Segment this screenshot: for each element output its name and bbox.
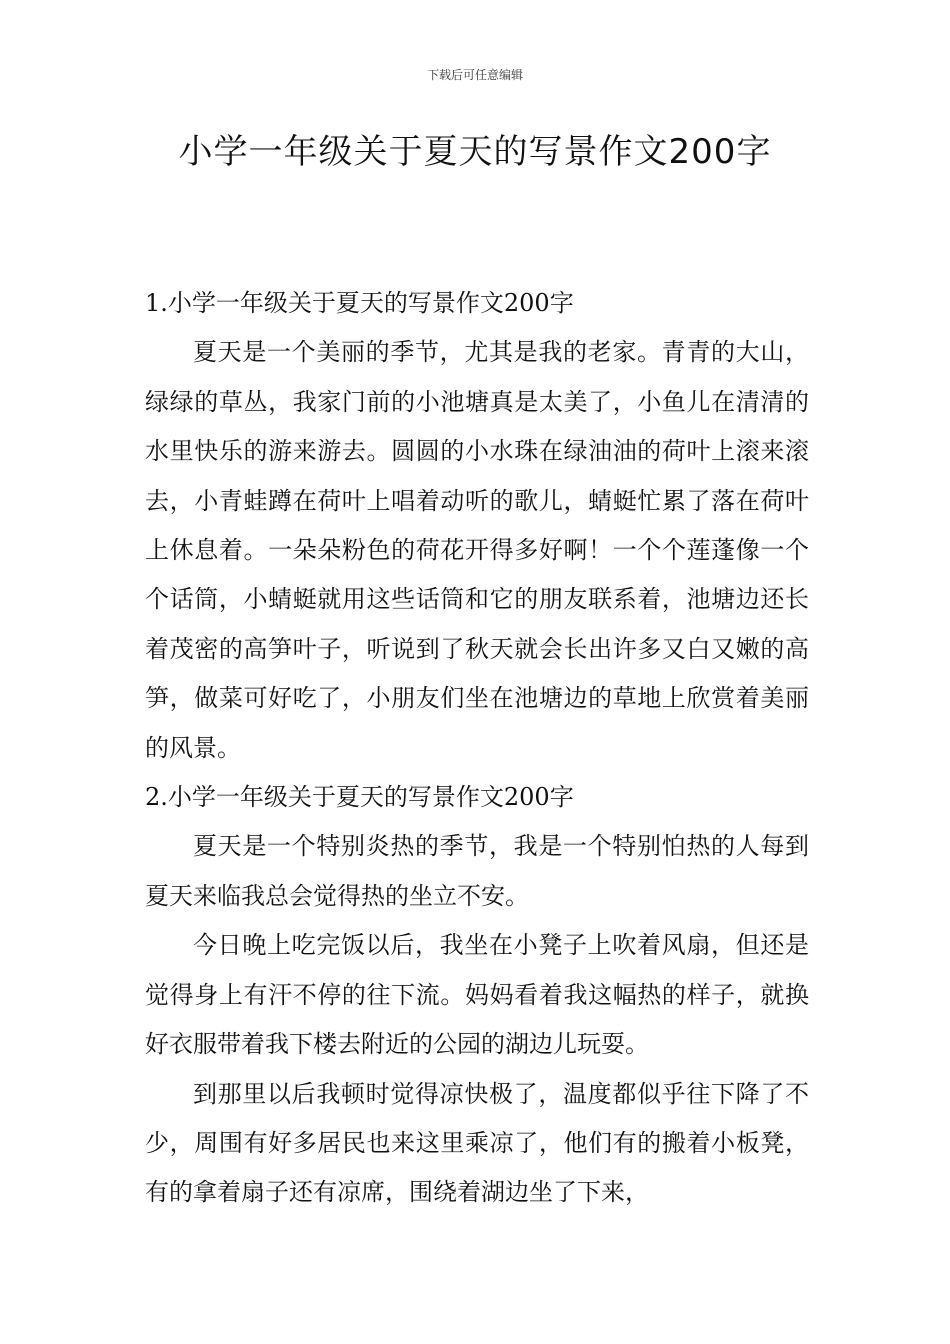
section-2-paragraph-2: 今日晚上吃完饭以后，我坐在小凳子上吹着风扇，但还是觉得身上有汗不停的往下流。妈妈看着我这幅热的样子，就换好衣服带着我下楼去附近的公园的湖边儿玩耍。 [145,931,809,1059]
section-1-paragraph-1: 夏天是一个美丽的季节，尤其是我的老家。青青的大山，绿绿的草丛，我家门前的小池塘真是太美了，小鱼儿在清清的水里快乐的游来游去。圆圆的小水珠在绿油油的荷叶上滚来滚去，小青蛙蹲在荷叶上唱着动听的歌儿，蜻蜓忙累了落在荷叶上休息着。一朵朵粉色的荷花开得多好啊！一个个莲蓬像一个个话筒，小蜻蜓就用这些话筒和它的朋友联系着，池塘边还长着茂密的高笋叶子，听说到了秋天就会长出许多又白又嫩的高笋，做菜可好吃了，小朋友们坐在池塘边的草地上欣赏着美丽的风景。 [145,338,809,762]
document-body [145,279,809,1218]
document-title: 小学一年级关于夏天的写景作文200字 [178,132,772,172]
section-heading-1: 1.小学一年级关于夏天的写景作文200字 [145,289,574,317]
section-2-paragraph-3: 到那里以后我顿时觉得凉快极了，温度都似乎往下降了不少，周围有好多居民也来这里乘凉了，他们有的搬着小板凳，有的拿着扇子还有凉席，围绕着湖边坐了下来， [145,1079,809,1207]
header-note: 下载后可任意编辑 [426,68,523,82]
section-heading-2: 2.小学一年级关于夏天的写景作文200字 [145,783,574,812]
section-2-paragraph-1: 夏天是一个特别炎热的季节，我是一个特别怕热的人每到夏天来临我总会觉得热的坐立不安。 [145,832,809,910]
